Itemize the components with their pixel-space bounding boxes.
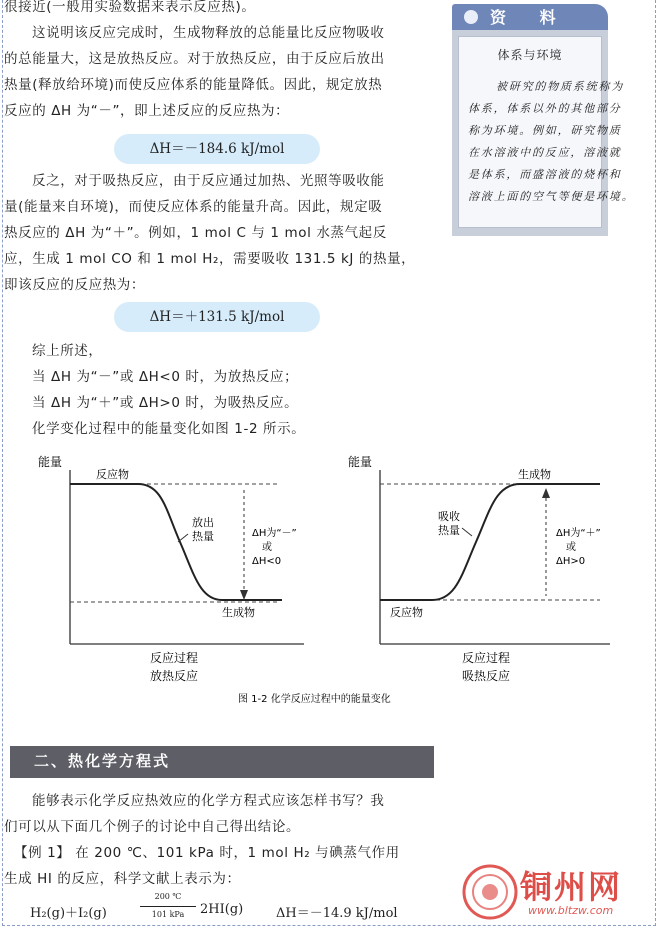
text-line: 反之，对于吸热反应，由于反应通过加热、光照等吸收能: [32, 173, 385, 189]
text-line: 化学变化过程中的能量变化如图 1-2 所示。: [32, 421, 306, 437]
sidebar-line: 被研究的物质系统称为: [496, 80, 624, 93]
sidebar-header-label: 资 料: [490, 8, 570, 27]
curve-label: 热量: [438, 524, 460, 537]
equation-bar: [140, 906, 196, 907]
curve-pointer: [462, 528, 472, 536]
x-axis-label: 反应过程: [150, 651, 199, 665]
sidebar-title: 体系与环境: [497, 48, 563, 62]
sidebar-line: 溶液上面的空气等便是环境。: [468, 190, 635, 203]
section-header: [10, 746, 434, 778]
equation-condition-top: 200 ℃: [154, 892, 182, 901]
dh-label: ΔH>0: [556, 556, 586, 567]
dh-label: 或: [566, 542, 576, 553]
text-line: 们可以从下面几个例子的讨论中自己得出结论。: [4, 819, 301, 835]
equation-right: 2HI(g): [200, 902, 244, 917]
text-line: 量(能量来自环境)，而使反应体系的能量升高。因此，规定吸: [4, 199, 383, 215]
energy-diagram: [0, 440, 660, 710]
curve-label: 放出: [192, 516, 214, 529]
watermark-logo-icon: [460, 862, 520, 922]
y-axis-label: 能量: [348, 455, 373, 469]
sidebar-line: 称为环境。例如，研究物质: [468, 124, 622, 137]
sidebar-line: 是体系，而盛溶液的烧杯和: [468, 168, 622, 181]
thermochemical-equation: [30, 894, 430, 926]
chart-subtitle: 吸热反应: [462, 669, 511, 683]
text-line: 热反应的 ΔH 为“＋”。例如，1 mol C 与 1 mol 水蒸气起反: [4, 225, 387, 241]
text-line: 很接近(一般用实验数据来表示反应热)。: [4, 0, 256, 15]
dh-arrow-icon: [542, 488, 550, 498]
reactant-label: 反应物: [96, 468, 129, 481]
text-line: 热量(释放给环境)而使反应体系的能量降低。因此，规定放热: [4, 77, 383, 93]
watermark-url: www.bltzw.com: [528, 904, 614, 917]
watermark: [460, 862, 660, 924]
y-axis-label: 能量: [38, 455, 63, 469]
sidebar-line: 体系，体系以外的其他部分: [468, 102, 622, 115]
equation-left: H₂(g)＋I₂(g): [30, 906, 107, 921]
formula-endothermic: ΔH＝＋131.5 kJ/mol: [114, 302, 320, 332]
dh-label: ΔH<0: [252, 556, 282, 567]
text-line: 的总能量大，这是放热反应。对于放热反应，由于反应后放出: [4, 51, 385, 67]
section-title: 二、热化学方程式: [34, 752, 171, 770]
text-line: 即该反应的反应热为：: [4, 277, 145, 293]
curve-label: 热量: [192, 530, 214, 543]
energy-curve: [70, 484, 282, 600]
reactant-label: 反应物: [390, 606, 423, 619]
curve-pointer: [178, 534, 188, 542]
sidebar-line: 在水溶液中的反应，溶液就: [468, 146, 622, 159]
dh-label: ΔH为“－”: [252, 528, 297, 539]
text-line: 当 ΔH 为“－”或 ΔH<0 时，为放热反应；: [32, 369, 299, 385]
text-line: 当 ΔH 为“＋”或 ΔH>0 时，为吸热反应。: [32, 395, 299, 411]
equation-condition-bottom: 101 kPa: [151, 910, 185, 919]
chart-subtitle: 放热反应: [150, 669, 199, 683]
dh-label: 或: [262, 542, 272, 553]
dh-arrow-icon: [240, 590, 248, 600]
exothermic-chart: [38, 454, 304, 683]
dh-label: ΔH为“＋”: [556, 528, 601, 539]
text-line: 生成 HI 的反应，科学文献上表示为：: [4, 871, 241, 887]
equation-dh: ΔH＝－14.9 kJ/mol: [276, 906, 398, 921]
text-line: 反应的 ΔH 为“－”，即上述反应的反应热为：: [4, 103, 290, 119]
text-line: 【例 1】 在 200 ℃、101 kPa 时，1 mol H₂ 与碘蒸气作用: [14, 845, 400, 861]
bullet-icon: [464, 10, 478, 24]
figure-caption: 图 1-2 化学反应过程中的能量变化: [238, 694, 391, 705]
endothermic-chart: [348, 454, 610, 683]
product-label: 生成物: [222, 606, 255, 619]
sidebar-header: [452, 4, 608, 30]
formula-exothermic: ΔH＝－184.6 kJ/mol: [114, 134, 320, 164]
text-line: 这说明该反应完成时，生成物释放的总能量比反应物吸收: [32, 25, 385, 41]
text-line: 能够表示化学反应热效应的化学方程式应该怎样书写？我: [32, 793, 385, 809]
text-line: 综上所述，: [32, 343, 103, 359]
x-axis-label: 反应过程: [462, 651, 511, 665]
product-label: 生成物: [518, 468, 551, 481]
watermark-name: 铜州网: [520, 868, 623, 906]
text-line: 应，生成 1 mol CO 和 1 mol H₂，需要吸收 131.5 kJ 的热量，: [4, 251, 416, 267]
curve-label: 吸收: [438, 510, 460, 523]
